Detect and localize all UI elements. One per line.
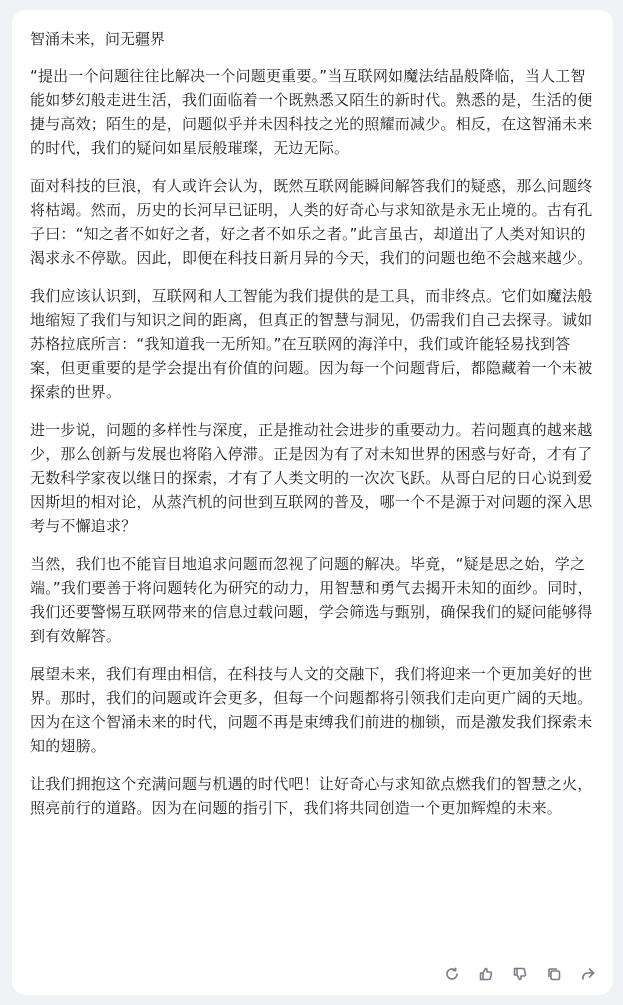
paragraph-3: 我们应该认识到，互联网和人工智能为我们提供的是工具，而非终点。它们如魔法般地缩短了我们与知识之间的距离，但真正的智慧与洞见，仍需我们自己去探寻。诚如苏格拉底所言：“我知道我一无所知。”在互联网的海洋中，我们或许能轻易找到答案，但更重要的是学会提出有价值的问题。因为每一个问题背后，都隐藏着一个未被探索的世界。 <box>30 287 593 401</box>
share-button[interactable] <box>579 965 597 983</box>
regenerate-button[interactable] <box>443 965 461 983</box>
thumbs-up-button[interactable] <box>477 965 495 983</box>
article-title: 智涌未来，问无疆界 <box>30 30 166 48</box>
thumbs-down-icon <box>512 966 528 982</box>
paragraph-4: 进一步说，问题的多样性与深度，正是推动社会进步的重要动力。若问题真的越来越少，那么创新与发展也将陷入停滞。正是因为有了对未知世界的困惑与好奇，才有了无数科学家夜以继日的探索，才有了人类文明的一次次飞跃。从哥白尼的日心说到爱因斯坦的相对论，从蒸汽机的问世到互联网的普及，哪一个不是源于对问题的深入思考与不懈追求？ <box>30 421 593 535</box>
regenerate-icon <box>444 966 460 982</box>
share-icon <box>580 966 596 982</box>
paragraph-2: 面对科技的巨浪，有人或许会认为，既然互联网能瞬间解答我们的疑惑，那么问题终将枯竭。然而，历史的长河早已证明，人类的好奇心与求知欲是永无止境的。古有孔子曰：“知之者不如好之者，好之者不如乐之者。”此言虽古，却道出了人类对知识的渴求永不停歇。因此，即便在科技日新月异的今天，我们的问题也绝不会越来越少。 <box>30 177 593 267</box>
message-card <box>12 10 613 995</box>
paragraph-1: “提出一个问题往往比解决一个问题更重要。”当互联网如魔法结晶般降临，当人工智能如梦幻般走进生活，我们面临着一个既熟悉又陌生的新时代。熟悉的是，生活的便捷与高效；陌生的是，问题似乎并未因科技之光的照耀而减少。相反，在这智涌未来的时代，我们的疑问如星辰般璀璨，无边无际。 <box>30 67 593 157</box>
paragraph-7: 让我们拥抱这个充满问题与机遇的时代吧！让好奇心与求知欲点燃我们的智慧之火，照亮前行的道路。因为在问题的指引下，我们将共同创造一个更加辉煌的未来。 <box>30 775 593 817</box>
copy-button[interactable] <box>545 965 563 983</box>
message-actions <box>443 965 597 983</box>
copy-icon <box>546 966 562 982</box>
paragraph-5: 当然，我们也不能盲目地追求问题而忽视了问题的解决。毕竟，“疑是思之始，学之端。”我们要善于将问题转化为研究的动力，用智慧和勇气去揭开未知的面纱。同时，我们还要警惕互联网带来的信息过载问题，学会筛选与甄别，确保我们的疑问能够得到有效解答。 <box>30 555 593 645</box>
thumbs-up-icon <box>478 966 494 982</box>
thumbs-down-button[interactable] <box>511 965 529 983</box>
paragraph-6: 展望未来，我们有理由相信，在科技与人文的交融下，我们将迎来一个更加美好的世界。那时，我们的问题或许会更多，但每一个问题都将引领我们走向更广阔的天地。因为在这个智涌未来的时代，问题不再是束缚我们前进的枷锁，而是激发我们探索未知的翅膀。 <box>30 665 593 755</box>
